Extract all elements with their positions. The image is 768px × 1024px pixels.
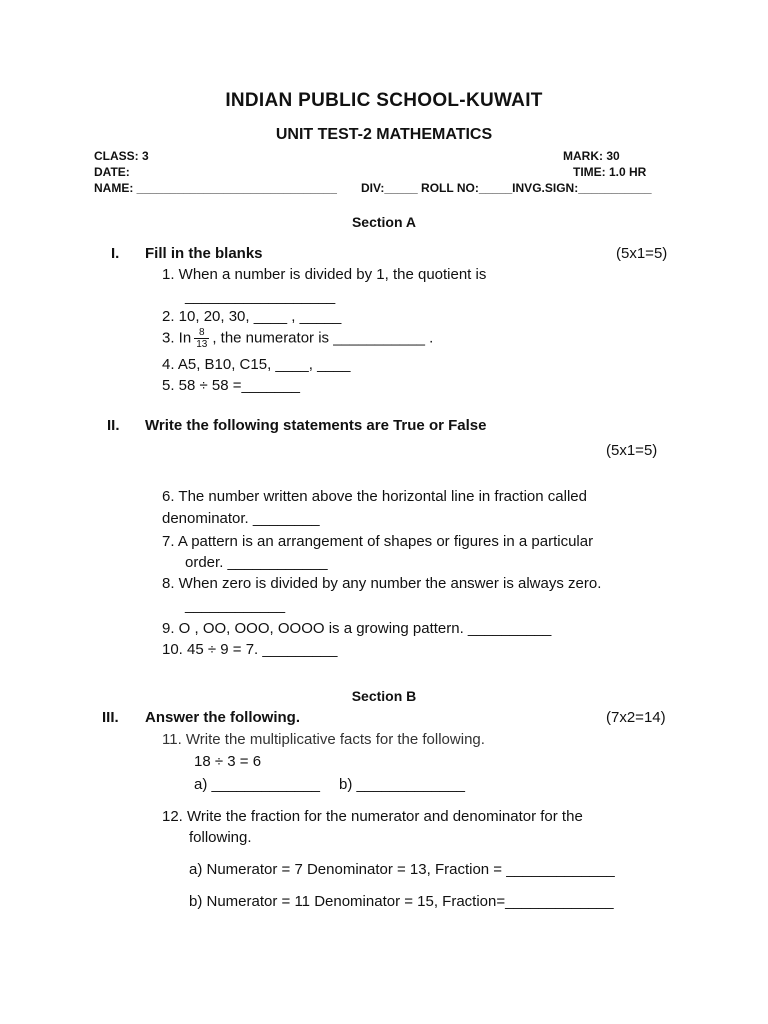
name-field: NAME: ______________________________ <box>94 181 337 195</box>
test-title: UNIT TEST-2 MATHEMATICS <box>275 126 493 143</box>
question-12-line-2: following. <box>189 829 252 846</box>
part-3-roman: III. <box>102 709 119 726</box>
question-3 <box>162 327 433 350</box>
question-5: 5. 58 ÷ 58 =_______ <box>162 377 300 394</box>
part-3-marks: (7x2=14) <box>606 709 666 726</box>
date-label: DATE: <box>94 165 130 179</box>
question-4: 4. A5, B10, C15, ____, ____ <box>162 356 351 373</box>
question-11: 11. Write the multiplicative facts for the following. <box>162 731 485 748</box>
div-roll-sign-field: DIV:_____ ROLL NO:_____INVG.SIGN:___________ <box>361 181 652 195</box>
question-10: 10. 45 ÷ 9 = 7. _________ <box>162 641 338 658</box>
question-6-line-1: 6. The number written above the horizontal line in fraction called <box>162 488 587 505</box>
section-a-title: Section A <box>351 214 417 230</box>
class-label: CLASS: 3 <box>94 149 149 163</box>
question-1-blank: __________________ <box>185 288 336 305</box>
question-8-line-2: ____________ <box>185 597 286 614</box>
question-6-line-2: denominator. ________ <box>162 510 320 527</box>
question-9: 9. O , OO, OOO, OOOO is a growing pattern. __________ <box>162 620 552 637</box>
question-11-answer-b: b) _____________ <box>339 776 465 793</box>
question-1: 1. When a number is divided by 1, the quotient is <box>162 266 487 283</box>
section-b-title: Section B <box>351 688 417 704</box>
part-2-roman: II. <box>107 417 120 434</box>
question-12-line-1: 12. Write the fraction for the numerator and denominator for the <box>162 808 583 825</box>
question-2: 2. 10, 20, 30, ____ , _____ <box>162 308 342 325</box>
fraction-numerator: 8 <box>194 327 209 339</box>
question-3-suffix: , the numerator is ___________ . <box>212 329 434 347</box>
part-2-marks: (5x1=5) <box>606 442 658 459</box>
part-2-heading: Write the following statements are True or False <box>145 417 487 434</box>
part-1-roman: I. <box>111 245 120 262</box>
question-7-line-2: order. ____________ <box>185 554 328 571</box>
school-title: INDIAN PUBLIC SCHOOL-KUWAIT <box>225 90 543 111</box>
time-label: TIME: 1.0 HR <box>573 165 647 179</box>
fraction-denominator: 13 <box>196 339 208 350</box>
part-1-heading: Fill in the blanks <box>145 245 263 262</box>
question-12-part-b: b) Numerator = 11 Denominator = 15, Fraction=_____________ <box>189 893 614 910</box>
question-12-part-a: a) Numerator = 7 Denominator = 13, Fraction = _____________ <box>189 861 615 878</box>
mark-label: MARK: 30 <box>563 149 620 163</box>
question-7-line-1: 7. A pattern is an arrangement of shapes or figures in a particular <box>162 533 594 550</box>
question-11-answer-a: a) _____________ <box>194 776 320 793</box>
question-11-equation: 18 ÷ 3 = 6 <box>194 753 262 770</box>
fraction-8-13 <box>194 327 209 350</box>
part-3-heading: Answer the following. <box>145 709 301 726</box>
question-8-line-1: 8. When zero is divided by any number the answer is always zero. <box>162 575 602 592</box>
part-1-marks: (5x1=5) <box>616 245 668 262</box>
question-3-prefix: 3. In <box>162 329 192 347</box>
